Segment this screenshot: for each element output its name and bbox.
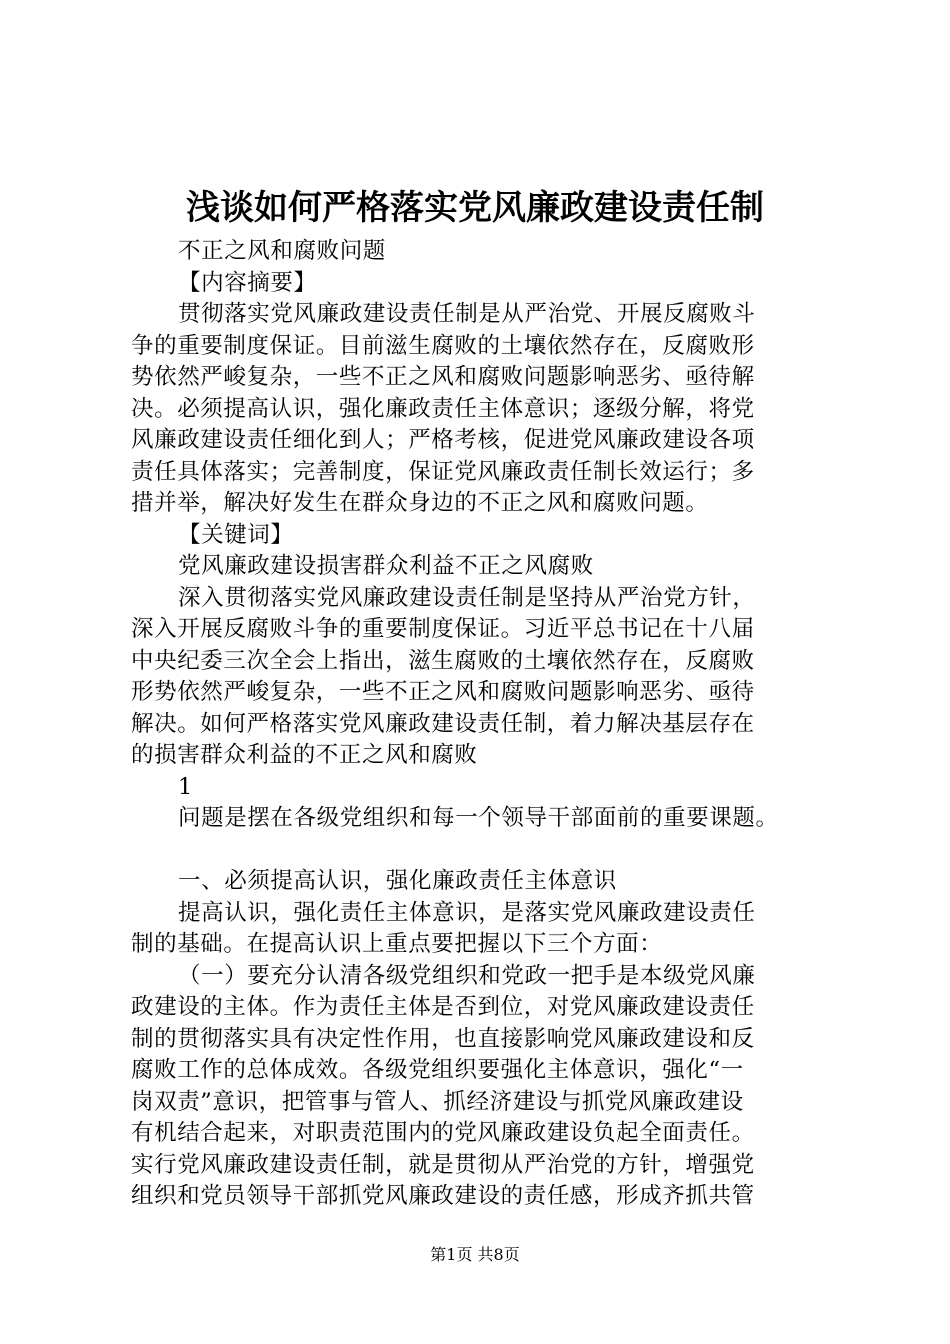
paragraph-line: 责任具体落实；完善制度，保证党风廉政责任制长效运行；多 (131, 458, 755, 485)
paragraph-line: 措并举，解决好发生在群众身边的不正之风和腐败问题。 (131, 490, 709, 516)
paragraph-line: 深入开展反腐败斗争的重要制度保证。习近平总书记在十八届 (131, 616, 755, 642)
paragraph-line: 有机结合起来，对职责范围内的党风廉政建设负起全面责任。 (131, 1120, 755, 1146)
paragraph-line: 组织和党员领导干部抓党风廉政建设的责任感，形成齐抓共管 (131, 1183, 755, 1209)
paragraph-line: 一、必须提高认识，强化廉政责任主体意识 (178, 868, 617, 894)
paragraph-line: 贯彻落实党风廉政建设责任制是从严治党、开展反腐败斗 (178, 301, 756, 327)
paragraph-line: 深入贯彻落实党风廉政建设责任制是坚持从严治党方针， (178, 584, 756, 611)
paragraph-line: 政建设的主体。作为责任主体是否到位，对党风廉政建设责任 (131, 994, 755, 1020)
paragraph-line: 决。必须提高认识，强化廉政责任主体意识；逐级分解，将党 (131, 395, 755, 422)
paragraph-line: 岗双责”意识，把管事与管人、抓经济建设与抓党风廉政建设 (131, 1088, 744, 1115)
paragraph-line: 1 (178, 773, 193, 800)
paragraph-line: 问题是摆在各级党组织和每一个领导干部面前的重要课题。 (178, 805, 779, 831)
paragraph-line (131, 835, 831, 867)
paragraph-line: 争的重要制度保证。目前滋生腐败的土壤依然存在，反腐败形 (131, 332, 755, 359)
paragraph-line: 制的基础。在提高认识上重点要把握以下三个方面： (131, 931, 663, 957)
paragraph-line: 解决。如何严格落实党风廉政建设责任制，着力解决基层存在 (131, 710, 755, 737)
paragraph-line: （一）要充分认清各级党组织和党政一把手是本级党风廉 (178, 962, 756, 989)
page-footer: 第1页 共8页 (430, 1245, 520, 1264)
paragraph-line: 不正之风和腐败问题 (178, 238, 386, 264)
paragraph-line: 风廉政建设责任细化到人；严格考核，促进党风廉政建设各项 (131, 427, 755, 453)
paragraph-line: 势依然严峻复杂，一些不正之风和腐败问题影响恶劣、亟待解 (131, 364, 755, 390)
paragraph-line: 中央纪委三次全会上指出，滋生腐败的土壤依然存在，反腐败 (131, 647, 755, 674)
paragraph-line: 提高认识，强化责任主体意识，是落实党风廉政建设责任 (178, 899, 756, 926)
document-body (131, 236, 831, 1213)
paragraph-line: 腐败工作的总体成效。各级党组织要强化主体意识，强化“一 (131, 1057, 744, 1083)
document-title: 浅谈如何严格落实党风廉政建设责任制 (186, 188, 764, 228)
paragraph-line: 形势依然严峻复杂，一些不正之风和腐败问题影响恶劣、亟待 (131, 679, 755, 705)
paragraph-line: 【关键词】 (178, 521, 294, 548)
paragraph-line: 实行党风廉政建设责任制，就是贯彻从严治党的方针，增强党 (131, 1151, 755, 1178)
paragraph-line: 【内容摘要】 (178, 269, 317, 296)
paragraph-line: 的损害群众利益的不正之风和腐败 (131, 742, 478, 768)
paragraph-line: 制的贯彻落实具有决定性作用，也直接影响党风廉政建设和反 (131, 1025, 755, 1052)
paragraph-line: 党风廉政建设损害群众利益不正之风腐败 (178, 553, 594, 579)
